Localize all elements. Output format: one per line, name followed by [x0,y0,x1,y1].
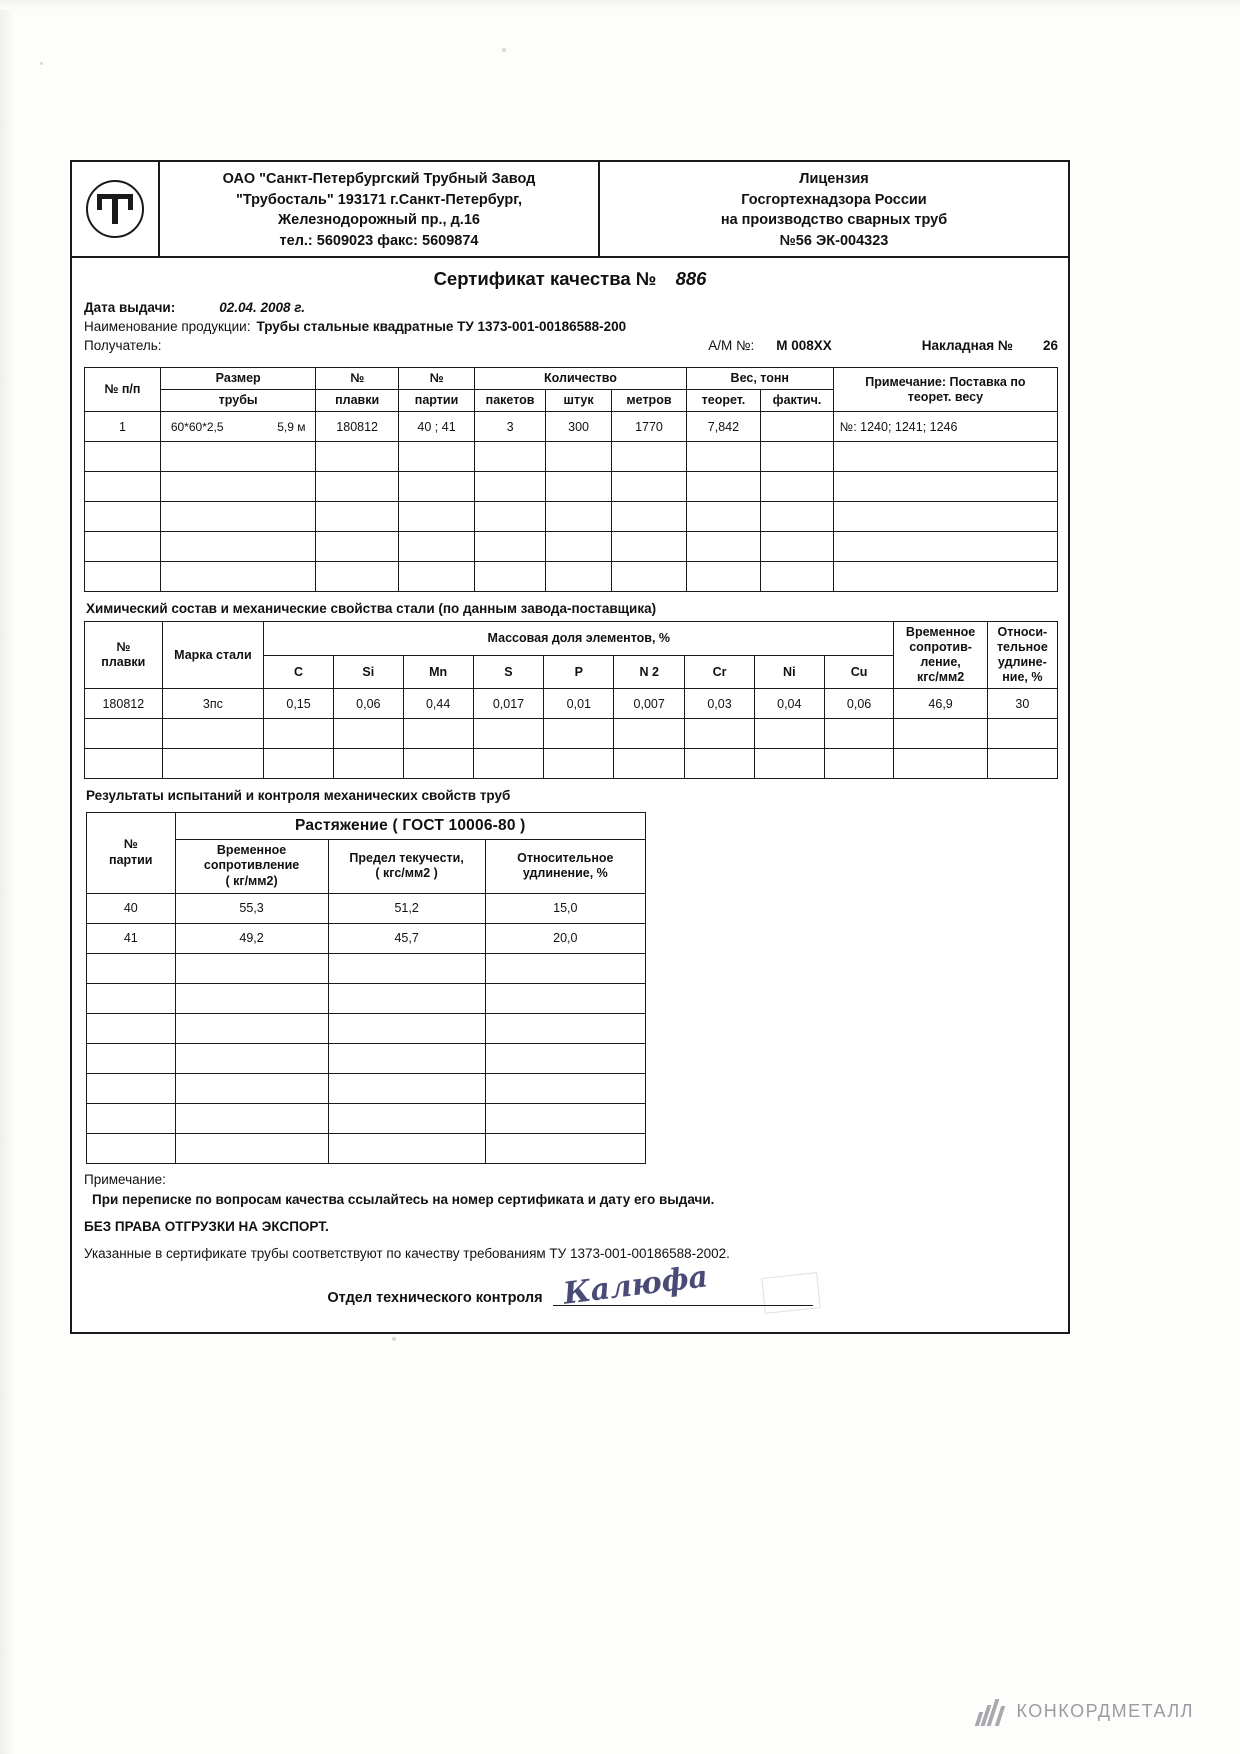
th-chem-elong-2: тельное [996,640,1048,655]
cell-elongation [987,719,1057,749]
cell-no [85,532,161,562]
cell-pieces [545,442,611,472]
th-element: Mn [403,655,473,689]
cell-lot [398,502,474,532]
cell-note: №: 1240; 1241; 1246 [833,412,1057,442]
cell-yield-strength [328,1073,485,1103]
th-tens-ys [328,839,485,893]
cell-weight-fact [761,562,834,592]
th-lot-sub: партии [398,390,474,412]
cell-lot [87,953,176,983]
table-row [85,749,1058,779]
cell-lot [398,442,474,472]
th-weight-theor: теорет. [686,390,760,412]
cell-element-value [264,749,334,779]
th-heat-sub: плавки [316,390,398,412]
cell-packs [475,532,546,562]
cell-weight-fact [761,472,834,502]
cell-element-value: 0,007 [614,689,685,719]
cell-yield-strength: 51,2 [328,893,485,923]
signature-line [553,1259,813,1312]
cell-lot: 40 [87,893,176,923]
cell-element-value: 0,15 [264,689,334,719]
cell-no [85,562,161,592]
cell-tensile-strength [175,1133,328,1163]
main-table-wrap [72,361,1068,592]
watermark [977,1696,1194,1726]
company-line-4: тел.: 5609023 факс: 5609874 [279,232,479,249]
cell-packs [475,502,546,532]
cell-tensile-strength [175,953,328,983]
cell-element-value: 0,01 [544,689,614,719]
cell-grade: 3пс [162,689,264,719]
cell-element-value: 0,06 [824,689,894,719]
cell-meters [612,562,686,592]
th-qty-m: метров [612,390,686,412]
table-row [87,1043,646,1073]
license-line-4: №56 ЭК-004323 [779,232,889,249]
cell-weight-theor [686,532,760,562]
th-element: Si [333,655,403,689]
cell-tensile-strength: 49,2 [175,923,328,953]
th-element: C [264,655,334,689]
stamp-mark [761,1272,820,1314]
watermark-text: КОНКОРДМЕТАЛЛ [1016,1700,1194,1721]
th-tens-ts [175,839,328,893]
cell-element-value [754,719,824,749]
cell-size [160,532,316,562]
cell-heat: 180812 [316,412,398,442]
th-no [85,368,161,412]
th-tens-el-2: удлинение, % [522,866,608,881]
table-row [85,412,1058,442]
cell-weight-fact [761,442,834,472]
cell-lot: 41 [87,923,176,953]
cell-size [160,472,316,502]
cell-no [85,442,161,472]
th-weight [686,368,833,390]
title-text: Сертификат качества № [433,268,657,290]
cell-pieces [545,562,611,592]
cell-weight-fact [761,412,834,442]
cell-elongation [485,953,645,983]
th-tens-ys-1: Предел текучести, [349,850,464,865]
cell-size-value: 60*60*2,5 [170,419,224,434]
date-label: Дата выдачи: [84,300,176,316]
invoice-label: Накладная № [921,338,1013,354]
cell-elongation: 30 [987,689,1057,719]
cell-element-value: 0,06 [333,689,403,719]
th-element: Ni [754,655,824,689]
notes-line-3: Указанные в сертификате трубы соответствуют по качеству требованиям ТУ 1373-001-00186588-2002. [84,1246,730,1262]
cell-weight-theor [686,502,760,532]
license-line-1: Лицензия [799,171,869,187]
cell-heat [316,562,398,592]
table-row [87,983,646,1013]
th-chem-elong-4: ние, % [1002,670,1043,685]
cell-size [160,502,316,532]
cell-heat [316,442,398,472]
th-element: P [544,655,614,689]
date-value: 02.04. 2008 г. [219,300,306,316]
table-row [87,953,646,983]
th-note-sub: теорет. весу [907,389,984,404]
cell-pieces [545,532,611,562]
cell-element-value: 0,03 [685,689,755,719]
receiver-line [84,338,1058,353]
cell-meters [612,502,686,532]
cell-meters: 1770 [612,412,686,442]
scan-speck [392,1337,396,1341]
cell-size [160,412,316,442]
cell-lot [398,562,474,592]
cell-element-value [544,749,614,779]
cell-tensile-strength [175,1073,328,1103]
table-row [87,1073,646,1103]
th-lot-text: № [429,371,444,386]
cell-element-value [473,719,544,749]
cell-no [85,472,161,502]
cell-element-value [754,749,824,779]
table-row [85,562,1058,592]
cell-weight-theor [686,442,760,472]
scan-edge-left [0,0,14,1754]
cell-elongation: 15,0 [485,893,645,923]
license-line-2: Госгортехнадзора России [741,191,927,208]
cell-tensile: 46,9 [894,689,987,719]
th-chem-heat [85,622,163,689]
page-title [72,258,1068,300]
cell-tensile [894,749,987,779]
cell-meters [612,442,686,472]
cell-element-value [333,719,403,749]
cell-lot [87,983,176,1013]
scan-edge-top [0,0,1240,10]
cell-note [833,472,1057,502]
table-row [87,893,646,923]
cell-tensile-strength [175,1043,328,1073]
cell-element-value: 0,04 [754,689,824,719]
th-note-text: Примечание: Поставка по [865,374,1026,389]
company-line-1: ОАО "Санкт-Петербургский Трубный Завод [222,171,536,187]
th-tens-el-1: Относительное [517,850,614,865]
cell-heat [316,472,398,502]
sign-label: Отдел технического контроля [327,1290,543,1307]
th-size-sub: трубы [160,390,316,412]
cell-heat: 180812 [85,689,163,719]
th-heat-text: № [350,371,365,386]
cell-packs [475,562,546,592]
product-value: Трубы стальные квадратные ТУ 1373-001-00186588-200 [256,319,627,335]
tensile-caption: Результаты испытаний и контроля механических свойств труб [86,788,511,804]
cell-element-value [824,719,894,749]
th-tens-lot [87,813,176,893]
th-element: N 2 [614,655,685,689]
cell-weight-theor [686,472,760,502]
cell-size-length: 5,9 м [277,419,306,434]
cell-meters [612,472,686,502]
cell-weight-fact [761,532,834,562]
cell-heat [316,502,398,532]
th-element: S [473,655,544,689]
th-tens-el [485,839,645,893]
cell-element-value [264,719,334,749]
am-value: М 008ХХ [776,338,832,354]
th-qty-text: Количество [544,371,617,386]
cell-element-value [614,719,685,749]
cell-element-value [473,749,544,779]
th-weight-text: Вес, тонн [730,371,789,386]
product-line [84,319,1058,334]
notes-block [72,1164,1068,1266]
logo-bar-left [97,194,102,210]
th-tens-ts-3: ( кг/мм2) [225,873,278,888]
th-chem-tensile-1: Временное [905,625,976,640]
notes-line-1: При переписке по вопросам качества ссылайтесь на номер сертификата и дату его выдачи. [92,1192,715,1208]
th-qty-pcs: штук [545,390,611,412]
cell-pieces [545,502,611,532]
company-line-2: "Трубосталь" 193171 г.Санкт-Петербург, [235,191,523,208]
table-row [85,502,1058,532]
th-chem-tensile-4: кгс/мм2 [917,670,965,685]
cell-lot [398,532,474,562]
chem-caption: Химический состав и механические свойства стали (по данным завода-поставщика) [86,601,657,617]
cell-heat [85,719,163,749]
meta-block [72,300,1068,361]
chem-table [84,621,1058,779]
chem-header-row-1 [85,622,1058,656]
cell-yield-strength [328,1103,485,1133]
cell-tensile-strength [175,1103,328,1133]
th-tens-lot-text: № [123,837,138,852]
cell-packs: 3 [475,412,546,442]
cell-heat [316,532,398,562]
table-row [87,1133,646,1163]
th-note [833,368,1057,412]
table-row [85,442,1058,472]
table-row [85,689,1058,719]
th-chem-elong [987,622,1057,689]
cell-grade [162,749,264,779]
cell-elongation [485,1013,645,1043]
invoice-value: 26 [1042,338,1058,354]
cell-weight-theor [686,562,760,592]
th-chem-mass: Массовая доля элементов, % [264,622,894,656]
table-row [87,1103,646,1133]
cell-lot [87,1043,176,1073]
cell-element-value [333,749,403,779]
cell-no: 1 [85,412,161,442]
cell-note [833,442,1057,472]
cell-yield-strength [328,1043,485,1073]
th-qty [475,368,686,390]
table-row [85,532,1058,562]
th-chem-tensile-2: сопротив- [909,640,972,655]
cell-tensile [894,719,987,749]
th-chem-elong-3: удлине- [997,655,1047,670]
notes-label: Примечание: [84,1171,166,1187]
watermark-icon [977,1696,1007,1726]
cell-note [833,502,1057,532]
th-chem-grade: Марка стали [162,622,264,689]
trubostal-logo-icon [86,180,144,238]
th-lot [398,368,474,390]
notes-line-2: БЕЗ ПРАВА ОТГРУЗКИ НА ЭКСПОРТ. [84,1219,329,1235]
cell-element-value [403,749,473,779]
cell-elongation: 20,0 [485,923,645,953]
license-block [600,162,1068,256]
cell-size [160,562,316,592]
th-chem-elong-1: Относи- [997,625,1048,640]
cell-meters [612,532,686,562]
cell-lot [398,472,474,502]
logo-bar-right [128,194,133,210]
product-label: Наименование продукции: [84,319,251,335]
table-row [87,923,646,953]
cell-elongation [485,1103,645,1133]
logo-cell [72,162,160,256]
th-weight-fact: фактич. [761,390,834,412]
cell-element-value [614,749,685,779]
cell-packs [475,472,546,502]
tensile-table-body [87,893,646,1163]
th-qty-packs: пакетов [475,390,546,412]
cell-tensile-strength [175,1013,328,1043]
cell-packs [475,442,546,472]
document-header [72,162,1068,258]
main-table-header-row-1 [85,368,1058,390]
th-chem-tensile [894,622,987,689]
th-tens-ts-1: Временное [216,842,287,857]
cell-element-value: 0,44 [403,689,473,719]
th-element: Cr [685,655,755,689]
cell-lot [87,1073,176,1103]
cell-weight-fact [761,502,834,532]
th-element: Cu [824,655,894,689]
cell-element-value [544,719,614,749]
delivery-table [84,367,1058,592]
cell-tensile-strength [175,983,328,1013]
license-line-3: на производство сварных труб [720,212,948,229]
cell-pieces: 300 [545,412,611,442]
table-row [85,719,1058,749]
cell-elongation [485,1133,645,1163]
date-line [84,300,1058,315]
cell-note [833,532,1057,562]
chem-table-wrap [72,621,1068,779]
cell-element-value [403,719,473,749]
th-heat [316,368,398,390]
th-tens-title: Растяжение ( ГОСТ 10006-80 ) [175,813,645,839]
scan-speck [502,48,506,52]
signature-row [72,1259,1068,1332]
cell-yield-strength [328,1133,485,1163]
chem-table-body [85,689,1058,779]
th-chem-heat-sub: плавки [101,655,146,670]
cell-lot: 40 ; 41 [398,412,474,442]
cell-yield-strength [328,983,485,1013]
cell-lot [87,1013,176,1043]
th-tens-ys-2: ( кгс/мм2 ) [375,866,438,881]
cell-element-value [685,719,755,749]
cell-weight-theor: 7,842 [686,412,760,442]
cell-yield-strength: 45,7 [328,923,485,953]
cell-elongation [485,983,645,1013]
main-table-body [85,412,1058,592]
tensile-table-wrap [72,808,1068,1163]
cell-no [85,502,161,532]
cell-yield-strength [328,1013,485,1043]
cell-tensile-strength: 55,3 [175,893,328,923]
am-group [708,338,1058,353]
tensile-table [86,812,646,1163]
table-row [87,1013,646,1043]
cell-element-value [824,749,894,779]
cell-elongation [485,1043,645,1073]
cell-elongation [987,749,1057,779]
cell-element-value: 0,017 [473,689,544,719]
cell-lot [87,1133,176,1163]
receiver-label: Получатель: [84,338,162,354]
th-size [160,368,316,390]
scan-speck [40,62,43,65]
cell-size [160,442,316,472]
th-chem-tensile-3: ление, [920,655,961,670]
th-no-text: № п/п [104,382,141,397]
cell-yield-strength [328,953,485,983]
th-chem-heat-text: № [116,640,131,655]
th-tens-ts-2: сопротивление [203,858,300,873]
cell-element-value [685,749,755,779]
tensile-header-row-1 [87,813,646,839]
th-tens-lot-sub: партии [109,852,153,867]
company-line-3: Железнодорожный пр., д.16 [278,212,480,229]
signature-mark: Калюфа [561,1259,710,1312]
certificate-number: 886 [675,268,707,290]
table-row [85,472,1058,502]
am-label: А/М №: [708,338,755,354]
cell-grade [162,719,264,749]
cell-elongation [485,1073,645,1103]
cell-lot [87,1103,176,1133]
cell-heat [85,749,163,779]
company-block [160,162,600,256]
th-size-text: Размер [215,371,261,386]
certificate-document [70,160,1070,1334]
cell-note [833,562,1057,592]
cell-pieces [545,472,611,502]
